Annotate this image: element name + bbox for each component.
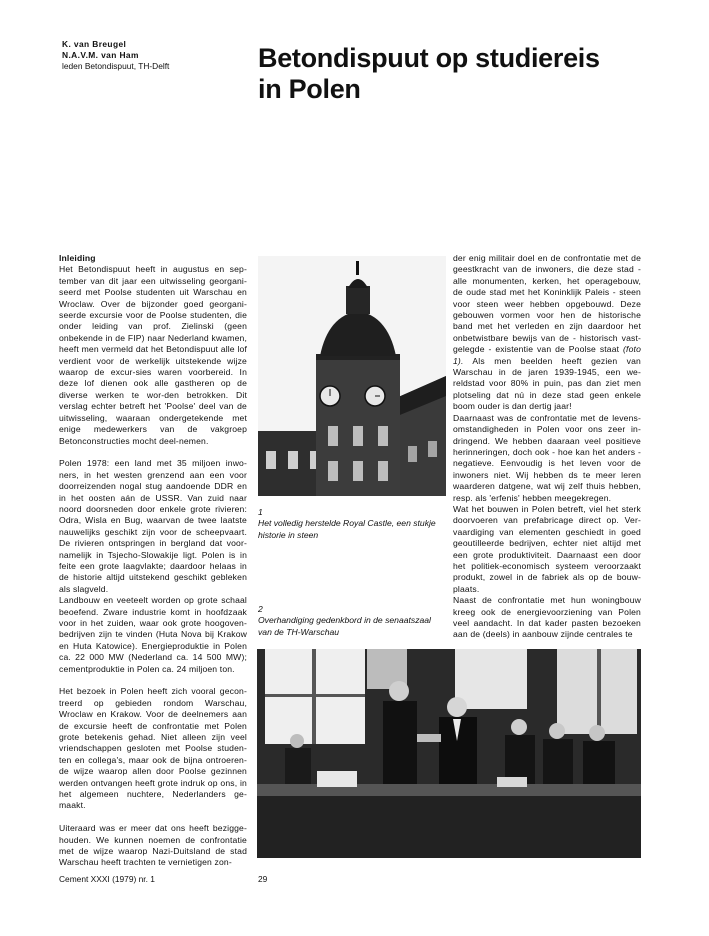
journal-reference: Cement XXXI (1979) nr. 1 xyxy=(59,874,155,884)
paragraph: Het Betondispuut heeft in augustus en sep-tember van dit jaar een uitwisseling georgani-seerd met Poolse studenten uit Warschau en Wroclaw. Over de bijzonder goed georgani-seerde excursie voor de Poolse studenten, die onder leiding van prof. Zielinski (geen onbekende in de FIP) naar Nederland kwamen, heeft men vermeld dat het Betondispuut alle lof verdient voor de werkelijk uitstekende wijze waarop de excur-sies waren voorbereid. In deze lof dienen ook alle gastheren op de diverse werken te wor-den betrokken. Dit verslag echter betreft het 'Poolse' deel van de uitwisseling, waaraan ondergetekende met enige medewerkers van de vakgroep Betonconstructies mocht deel-nemen. xyxy=(59,264,247,446)
right-text-column xyxy=(453,253,641,641)
photo-caption xyxy=(258,507,446,541)
paragraph: Polen 1978: een land met 35 miljoen inwo-ners, in het westen grenzend aan een voor doorreizenden nogal stug aandoende DDR en in het oosten aán de USSR. Van zuid naar noord doorsneden door enkele grote rivieren: Odra, Wisla en Bug, waarvan de twee laatste nauwelijks geschikt zijn voor de scheepvaart. De rivieren ontspringen in bergland dat voor-namelijk in Tsjecho-Slowakije ligt. Polen is in feite een grote laagvlakte; daardoor helaas in de historie altijd uitstekend geschikt gebleken als slagveld. xyxy=(59,458,247,594)
caption-text: Het volledig herstelde Royal Castle, een stukje historie in steen xyxy=(258,518,436,540)
paragraph: Landbouw en veeteelt worden op grote schaal beoefend. Zware industrie komt in hoofdzaak voor in het zuiden, waar ook grote hoogoven-bedrijven zijn te vinden (Huta Nova bij Krakow en Huta Katowice). Energieproduktie in Polen ca. 22 000 MW (Nederland ca. 14 500 MW); cementproduktie in Polen ca. 24 miljoen ton. xyxy=(59,595,247,674)
photo-caption xyxy=(258,604,446,638)
paragraph: Het bezoek in Polen heeft zich vooral gecon-treerd op gebieden rondom Warschau, Wroclaw en Krakow. Voor de deelnemers aan de excursie heeft de confrontatie met Polen grote betekenis gehad. Niet alleen zijn veel vriendschappen gesloten met Poolse studen-ten en collega's, maar ook de bijna ontroeren-de wijze waarop allen door Poolse gezinnen werden ontvangen heeft grote indruk op ons, in het algemeen nuchtere, Nederlanders ge-maakt. xyxy=(59,686,247,811)
paragraph: Naast de confrontatie met hun woningbouw kreeg ook de energievoorziening van Polen veel aandacht. In dat kader pasten bezoeken aan de (deels) in aanbouw zijnde centrales te xyxy=(453,595,641,640)
page-number: 29 xyxy=(258,874,268,884)
paragraph: Daarnaast was de confrontatie met de levens-omstandigheden in Polen voor ons zeer in-dringend. We hebben daaraan veel positieve herinneringen, doch ook - hoe kan het anders - negatieve. Eenvoudig is het leven voor de inwoners niet. Wij hebben ds te meer leren waarderen datgene, wat wij zelf thuis hebben, resp. als 'erfenis' hebben meegekregen. xyxy=(453,412,641,503)
title-line: in Polen xyxy=(258,74,361,104)
ceremony-photo-drawing xyxy=(257,649,641,858)
author-name: N.A.V.M. van Ham xyxy=(62,50,139,60)
authors-block xyxy=(62,39,169,72)
caption-number: 2 xyxy=(258,604,263,614)
paragraph-text: Als men beelden heeft gezien van Warschau in de jaren 1939-1945, een we-reldstad voor 80% in puin, pas dan ziet men plotseling dat nú in deze stad geen enkele boom ouder is dan dertig jaar! xyxy=(453,355,641,412)
paragraph-text: der enig militair doel en de confrontatie met de geestkracht van de inwoners, die deze stad - alle monumenten, kerken, het operagebouw, de oude stad met het Koninklijk Paleis - steen voor steen weer hebben opgebouwd. Deze gebouwen vormen voor hen de historische band met het verleden en zijn daardoor het onbetwistbare bewijs van de - historisch vast-gelegde - existentie van de Poolse staat xyxy=(453,253,641,355)
castle-photo xyxy=(258,256,446,496)
section-heading: Inleiding xyxy=(59,253,96,263)
caption-text: Overhandiging gedenkbord in de senaatszaal van de TH-Warschau xyxy=(258,615,431,637)
castle-photo-drawing xyxy=(258,256,446,496)
paragraph: Uiteraard was er meer dat ons heeft bezigge-houden. We kunnen noemen de confrontatie met de wijze waarop Nazi-Duitsland de stad Warschau heeft trachten te vernietigen zon- xyxy=(59,823,247,868)
title-line: Betondispuut op studiereis xyxy=(258,43,600,73)
paragraph xyxy=(453,253,641,413)
left-text-column xyxy=(59,253,247,869)
ceremony-photo xyxy=(257,649,641,858)
author-affiliation: leden Betondispuut, TH-Delft xyxy=(62,61,170,71)
paragraph: Wat het bouwen in Polen betreft, viel het sterk doorvoeren van prefabricage direct op. Ver-vaardiging van elementen geschiedt in goed geoutilleerde bedrijven, echter niet altijd met een grote produktiviteit. Daarnaast een door het politiek-economisch systeem veroorzaakt produkt, zowel in de fabriek als op de bouw-plaats. xyxy=(453,503,641,594)
photo-reference: (foto 1). xyxy=(453,344,641,366)
author-name: K. van Breugel xyxy=(62,39,127,49)
caption-number: 1 xyxy=(258,507,263,517)
article-title xyxy=(258,43,600,105)
